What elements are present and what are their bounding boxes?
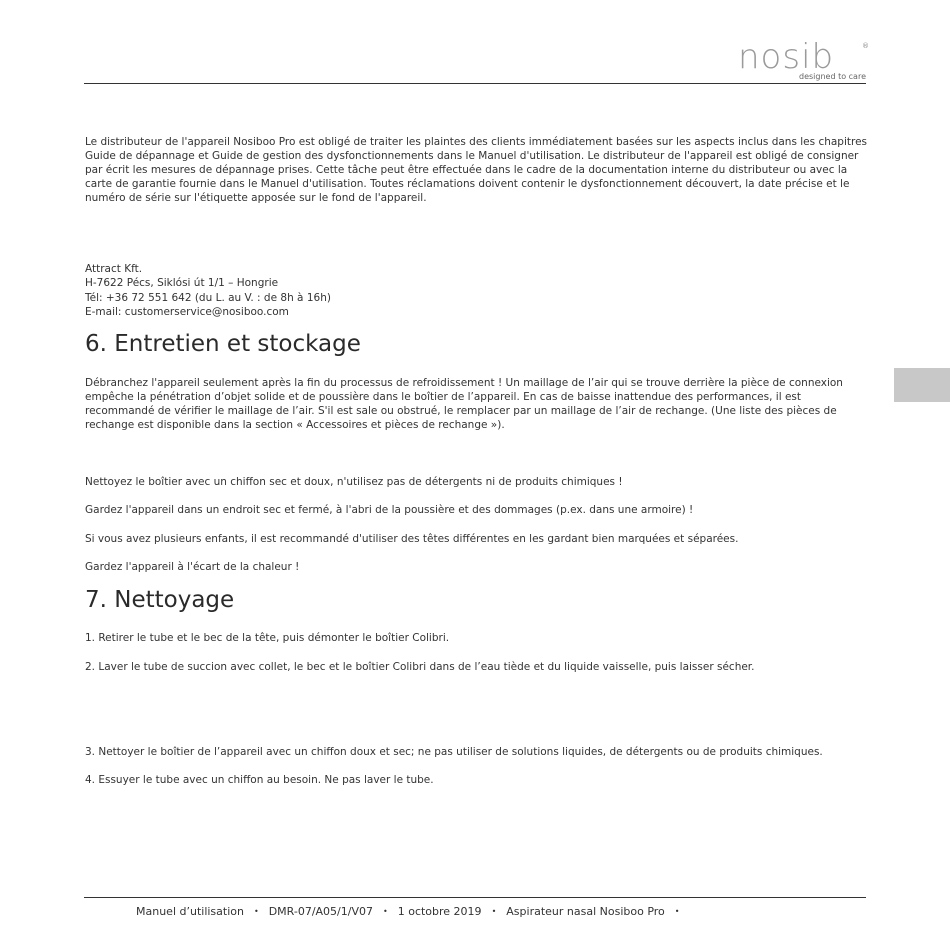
brand-wordmark: nosib — [738, 37, 835, 77]
footer-product: Aspirateur nasal Nosiboo Pro — [506, 905, 665, 918]
cleaning-step-1: 1. Retirer le tube et le bec de la tête, puis démonter le boîtier Colibri. — [85, 632, 450, 644]
footer-date: 1 octobre 2019 — [397, 905, 482, 918]
section-7-title: 7. Nettoyage — [85, 587, 235, 613]
footer-separator: • — [491, 907, 497, 916]
footer-divider — [84, 897, 866, 898]
cleaning-step-3: 3. Nettoyer le boîtier de l’appareil avec un chiffon doux et sec; ne pas utiliser de solutions liquides, de détergents ou de produits chimiques. — [85, 746, 823, 758]
contact-address — [85, 262, 485, 319]
email-address: E-mail: customerservice@nosiboo.com — [85, 305, 289, 318]
company-name: Attract Kft. — [85, 263, 143, 275]
street-address: H-7622 Pécs, Siklósi út 1/1 – Hongrie — [85, 277, 279, 290]
intro-paragraph: Le distributeur de l'appareil Nosiboo Pro est obligé de traiter les plaintes des clients immédiatement basées sur les aspects inclus dans les chapitres Guide de dépannage et Guide de gestion des dysfonctionnements dans le Manuel d'utilisation. Le distributeur de l'appareil est obligé de consigner par écrit les mesures de dépannage prises. Cette tâche peut être effectuée dans le cadre de la documentation interne du distributeur ou avec la carte de garantie fournie dans le Manuel d'utilisation. Toutes réclamations doivent contenir le dysfonctionnement découvert, la date précise et le numéro de série sur l'étiquette apposée sur le fond de l'appareil. — [85, 136, 868, 204]
footer-doc-title: Manuel d’utilisation — [136, 905, 244, 918]
section-6-paragraph-5: Gardez l'appareil à l'écart de la chaleur ! — [85, 561, 300, 573]
phone-number: Tél: +36 72 551 642 (du L. au V. : de 8h à 16h) — [85, 291, 331, 304]
section-6-paragraph-3: Gardez l'appareil dans un endroit sec et fermé, à l'abri de la poussière et des dommages (p.ex. dans une armoire) ! — [85, 504, 694, 516]
cleaning-step-4: 4. Essuyer le tube avec un chiffon au besoin. Ne pas laver le tube. — [85, 774, 434, 786]
footer-separator: • — [674, 907, 680, 916]
registered-mark: ® — [862, 42, 869, 50]
footer-doc-code: DMR-07/A05/1/V07 — [268, 905, 373, 918]
footer-separator: • — [253, 907, 259, 916]
header-divider — [84, 83, 866, 84]
brand-tagline: designed to care — [799, 72, 866, 81]
cleaning-step-2: 2. Laver le tube de succion avec collet, le bec et le boîtier Colibri dans de l’eau tiède et du liquide vaisselle, puis laisser sécher. — [85, 661, 755, 673]
section-6-title: 6. Entretien et stockage — [85, 331, 361, 357]
chapter-tab-marker — [894, 368, 950, 402]
section-6-paragraph-1: Débranchez l'appareil seulement après la fin du processus de refroidissement ! Un maillage de l’air qui se trouve derrière la pièce de connexion empêche la pénétration d’objet solide et de poussière dans le boîtier de l’appareil. En cas de baisse inattendue des performances, il est recommandé de vérifier le maillage de l’air. S'il est sale ou obstrué, le remplacer par un maillage de l’air de rechange. (Une liste des pièces de rechange est disponible dans la section « Accessoires et pièces de rechange »). — [85, 377, 843, 431]
footer-separator: • — [383, 907, 388, 916]
section-6-paragraph-2: Nettoyez le boîtier avec un chiffon sec et doux, n'utilisez pas de détergents ni de produits chimiques ! — [85, 476, 623, 488]
section-6-paragraph-4: Si vous avez plusieurs enfants, il est recommandé d'utiliser des têtes différentes en les gardant bien marquées et séparées. — [85, 533, 739, 545]
page-footer — [136, 905, 690, 919]
brand-logo — [738, 38, 868, 84]
